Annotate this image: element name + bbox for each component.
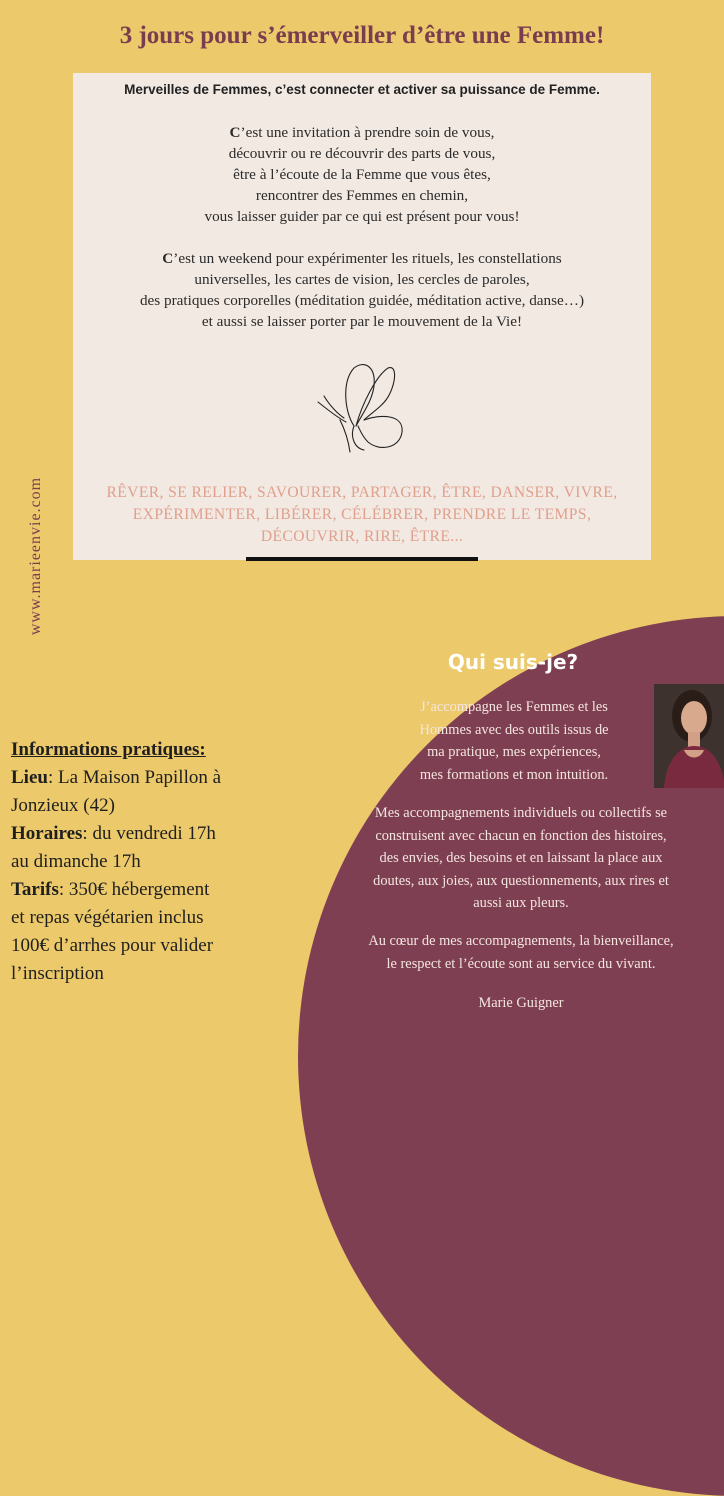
intro-paragraph-1 xyxy=(73,122,651,227)
about-paragraph-1 xyxy=(376,696,652,786)
paragraph-line xyxy=(73,122,651,143)
paragraph-line: universelles, les cartes de vision, les cercles de paroles, xyxy=(194,271,530,288)
info-value: : 350€ hébergement xyxy=(58,879,210,900)
portrait-image xyxy=(654,684,724,788)
paragraph-line: vous laisser guider par ce qui est présent pour vous! xyxy=(204,208,520,225)
info-value: : La Maison Papillon à xyxy=(47,767,222,788)
paragraph-line: le respect et l’écoute sont au service du vivant. xyxy=(386,955,656,972)
practical-info xyxy=(11,736,221,988)
paragraph-line: des pratiques corporelles (méditation guidée, méditation active, danse…) xyxy=(139,292,585,309)
paragraph-line: doutes, aux joies, aux questionnements, aux rires et xyxy=(373,872,669,889)
drop-letter: C xyxy=(229,124,241,141)
info-label: Horaires xyxy=(11,823,83,844)
info-label: Lieu xyxy=(11,767,48,788)
about-paragraph-2 xyxy=(326,802,716,915)
verbs-list xyxy=(73,482,651,548)
paragraph-line: ma pratique, mes expériences, xyxy=(427,744,601,760)
paragraph-line: aussi aux pleurs. xyxy=(473,895,569,911)
portrait-photo xyxy=(654,684,724,788)
about-heading: Qui suis-je? xyxy=(447,650,579,674)
divider xyxy=(246,557,478,561)
paragraph-line: être à l’écoute de la Femme que vous êtes, xyxy=(233,166,491,183)
signature: Marie Guigner xyxy=(478,995,564,1011)
website-link[interactable]: www.marieenvie.com xyxy=(27,476,44,636)
info-tarifs-cont: l’inscription xyxy=(11,963,104,984)
butterfly-icon xyxy=(314,356,410,456)
info-lieu xyxy=(11,764,221,792)
paragraph-line: rencontrer des Femmes en chemin, xyxy=(255,187,469,204)
info-heading: Informations pratiques: xyxy=(11,739,206,760)
page-title: 3 jours pour s’émerveiller d’être une Femme! xyxy=(119,22,605,49)
verbs-line: DÉCOUVRIR, RIRE, ÊTRE... xyxy=(260,528,464,545)
paragraph-line xyxy=(73,248,651,269)
info-horaires xyxy=(11,820,221,848)
verbs-line: EXPÉRIMENTER, LIBÉRER, CÉLÉBRER, PRENDRE LE TEMPS, xyxy=(132,506,592,523)
intro-paragraph-2 xyxy=(73,248,651,332)
paragraph-line: des envies, des besoins et en laissant la place aux xyxy=(379,850,663,866)
paragraph-text: ’est une invitation à prendre soin de vous, xyxy=(240,124,495,141)
verbs-line: RÊVER, SE RELIER, SAVOURER, PARTAGER, ÊTRE, DANSER, VIVRE, xyxy=(106,484,618,501)
card-heading: Merveilles de Femmes, c’est connecter et activer sa puissance de Femme. xyxy=(124,82,600,97)
paragraph-line: construisent avec chacun en fonction des histoires, xyxy=(375,827,667,844)
info-horaires-cont: au dimanche 17h xyxy=(11,851,141,872)
paragraph-line: J’accompagne les Femmes et les xyxy=(420,699,608,715)
info-tarifs xyxy=(11,876,221,904)
info-value: : du vendredi 17h xyxy=(82,823,216,844)
paragraph-line: découvrir ou re découvrir des parts de vous, xyxy=(228,145,496,162)
drop-letter: C xyxy=(162,250,174,267)
info-tarifs-cont: et repas végétarien inclus xyxy=(11,907,204,928)
paragraph-line: mes formations et mon intuition. xyxy=(419,766,609,783)
paragraph-line: et aussi se laisser porter par le mouvement de la Vie! xyxy=(201,313,523,330)
paragraph-line: Mes accompagnements individuels ou collectifs se xyxy=(374,805,668,821)
info-label: Tarifs xyxy=(11,879,59,900)
info-tarifs-cont: 100€ d’arrhes pour valider xyxy=(11,935,214,956)
paragraph-line: Au cœur de mes accompagnements, la bienveillance, xyxy=(368,933,674,949)
info-lieu-cont: Jonzieux (42) xyxy=(11,795,115,816)
about-paragraph-3 xyxy=(326,930,716,975)
paragraph-line: Hommes avec des outils issus de xyxy=(419,721,609,738)
paragraph-text: ’est un weekend pour expérimenter les rituels, les constellations xyxy=(173,250,562,267)
